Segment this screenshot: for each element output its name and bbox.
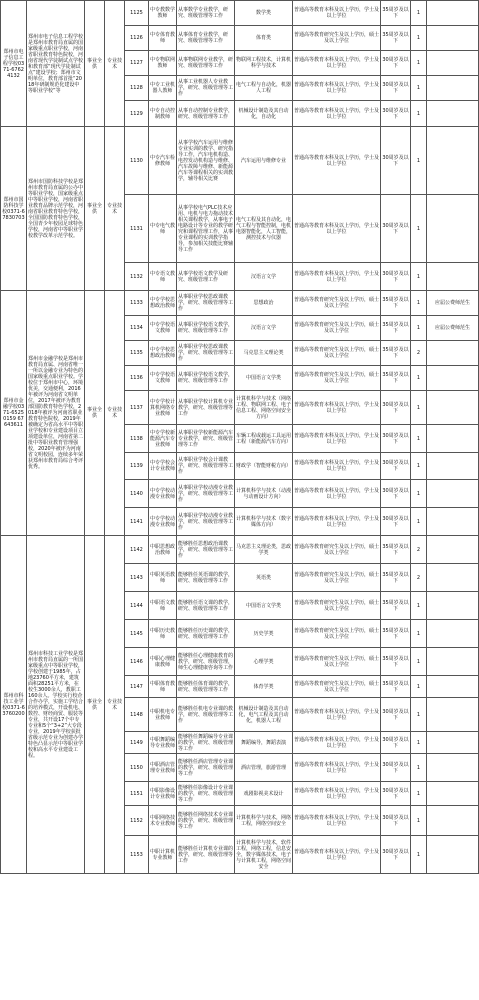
major-requirement-cell: 汉语言文学 — [235, 316, 293, 341]
age-requirement-cell: 30周岁及以下 — [381, 263, 411, 291]
post-name-cell: 中专学校语文教师 — [149, 366, 177, 391]
age-requirement-cell: 35周岁及以下 — [381, 536, 411, 564]
school-name-cell: 郑州市科技工业学校0371-63760200 — [1, 536, 27, 874]
post-duty-cell: 从事体育专业教学，研究、班级管理等工作 — [177, 26, 235, 51]
recruit-number-cell: 1 — [411, 453, 427, 480]
school-name-cell: 郑州市国防科技学校0371-67830703 — [1, 127, 27, 291]
recruit-number-cell: 1 — [411, 51, 427, 76]
education-requirement-cell: 普通高等教育研究生及以上学历，硕士及以上学位 — [293, 26, 381, 51]
major-requirement-cell: 戏剧影视美术设计 — [235, 782, 293, 806]
remark-cell — [427, 76, 479, 101]
post-name-cell: 中专教数学教师 — [149, 1, 177, 26]
remark-cell: 应届公费师范生 — [427, 291, 479, 316]
recruit-number-cell: 1 — [411, 316, 427, 341]
remark-cell — [427, 564, 479, 592]
post-code-cell: 1140 — [125, 480, 149, 508]
table-row — [1, 536, 479, 564]
post-name-cell: 中职酒店管理专业教师 — [149, 754, 177, 782]
education-requirement-cell: 普通高等教育本科及以上学历，学士及以上学位 — [293, 391, 381, 425]
post-name-cell: 中专学校思想政治教师 — [149, 341, 177, 366]
major-requirement-cell: 汽车运用与维修专业 — [235, 127, 293, 195]
remark-cell — [427, 480, 479, 508]
post-code-cell: 1144 — [125, 592, 149, 620]
education-requirement-cell: 普通高等教育研究生及以上学历，硕士及以上学位 — [293, 366, 381, 391]
education-requirement-cell: 普通高等教育研究生及以上学历，硕士及以上学位 — [293, 592, 381, 620]
recruit-number-cell: 2 — [411, 341, 427, 366]
post-code-cell: 1143 — [125, 564, 149, 592]
education-requirement-cell: 普通高等教育研究生及以上学历，硕士及以上学位 — [293, 564, 381, 592]
major-requirement-cell: 中国语言文学类 — [235, 592, 293, 620]
major-requirement-cell: 车辆工程或载运工具运用工程（新能源汽车方向） — [235, 425, 293, 453]
remark-cell — [427, 1, 479, 26]
age-requirement-cell: 30周岁及以下 — [381, 391, 411, 425]
remark-cell — [427, 453, 479, 480]
major-requirement-cell: 计算机科学与技术（网络工程、物联网工程、电子信息工程、网络空间安全方向） — [235, 391, 293, 425]
post-name-cell: 中职历史教师 — [149, 620, 177, 648]
age-requirement-cell: 35周岁及以下 — [381, 366, 411, 391]
education-requirement-cell: 普通高等教育本科及以上学历，学士及以上学位 — [293, 127, 381, 195]
age-requirement-cell: 35周岁及以下 — [381, 676, 411, 698]
age-requirement-cell: 35周岁及以下 — [381, 1, 411, 26]
education-requirement-cell: 普通高等教育本科及以上学历，学士及以上学位 — [293, 453, 381, 480]
table-row — [1, 127, 479, 195]
post-code-cell: 1132 — [125, 263, 149, 291]
recruit-number-cell: 1 — [411, 508, 427, 536]
major-requirement-cell: 电气工程与自动化，机器人工程 — [235, 76, 293, 101]
post-duty-cell: 能够胜任酒店管理专业课的教学，研究、班级管理等工作 — [177, 754, 235, 782]
post-code-cell: 1147 — [125, 676, 149, 698]
post-name-cell: 中职体育教师 — [149, 676, 177, 698]
major-requirement-cell: 体育类 — [235, 26, 293, 51]
post-duty-cell: 能够胜任英语课的教学，研究、班级管理等工作 — [177, 564, 235, 592]
post-name-cell: 中专语文教师 — [149, 263, 177, 291]
recruit-number-cell: 1 — [411, 366, 427, 391]
post-duty-cell: 从事职业学校思政课教学，研究、班级管理等工作 — [177, 291, 235, 316]
recruit-number-cell: 1 — [411, 291, 427, 316]
post-name-cell: 中职计算机专业教师 — [149, 836, 177, 874]
post-code-cell: 1139 — [125, 453, 149, 480]
post-name-cell: 中专体育教师 — [149, 26, 177, 51]
table-body — [1, 1, 479, 874]
age-requirement-cell: 35周岁及以下 — [381, 291, 411, 316]
recruit-number-cell: 1 — [411, 676, 427, 698]
post-name-cell: 中专学校动漫专业教师 — [149, 480, 177, 508]
education-requirement-cell: 普通高等教育本科及以上学历，学士及以上学位 — [293, 76, 381, 101]
post-code-cell: 1128 — [125, 76, 149, 101]
post-code-cell: 1145 — [125, 620, 149, 648]
education-requirement-cell: 普通高等教育研究生及以上学历，硕士及以上学位 — [293, 620, 381, 648]
recruit-number-cell: 1 — [411, 76, 427, 101]
recruit-number-cell: 1 — [411, 425, 427, 453]
remark-cell — [427, 51, 479, 76]
major-requirement-cell: 数学类 — [235, 1, 293, 26]
post-name-cell: 中专汽车检修教师 — [149, 127, 177, 195]
remark-cell — [427, 836, 479, 874]
remark-cell — [427, 754, 479, 782]
post-duty-cell: 从事职业学校会计课教学，研究、班级管理等工作 — [177, 453, 235, 480]
recruit-number-cell: 1 — [411, 698, 427, 732]
major-requirement-cell: 计算机科学与技术（动漫与动画设计方向） — [235, 480, 293, 508]
age-requirement-cell: 30周岁及以下 — [381, 453, 411, 480]
major-requirement-cell: 心理学类 — [235, 648, 293, 676]
age-requirement-cell: 30周岁及以下 — [381, 806, 411, 836]
age-requirement-cell: 30周岁及以下 — [381, 101, 411, 127]
post-duty-cell: 从事职业学校新能源汽车专业教学，研究、班级管理等工作 — [177, 425, 235, 453]
post-code-cell: 1130 — [125, 127, 149, 195]
post-duty-cell: 从事工业机器人专业教学，研究、班级管理等工作 — [177, 76, 235, 101]
post-name-cell: 中专工业机器人教师 — [149, 76, 177, 101]
post-code-cell: 1150 — [125, 754, 149, 782]
major-requirement-cell: 酒店管理，旅游管理 — [235, 754, 293, 782]
remark-cell — [427, 26, 479, 51]
post-duty-cell: 能够胜任影像设计专业课的教学，研究、班级管理等工作 — [177, 782, 235, 806]
post-duty-cell: 从事职业学校语文教学，研究、班级管理等工作 — [177, 316, 235, 341]
post-code-cell: 1125 — [125, 1, 149, 26]
age-requirement-cell: 30周岁及以下 — [381, 782, 411, 806]
post-name-cell: 中职影像设计专业教师 — [149, 782, 177, 806]
education-requirement-cell: 普通高等教育本科及以上学历，学士及以上学位 — [293, 1, 381, 26]
recruit-number-cell: 1 — [411, 836, 427, 874]
post-code-cell: 1149 — [125, 732, 149, 754]
recruit-number-cell: 2 — [411, 564, 427, 592]
post-code-cell: 1142 — [125, 536, 149, 564]
post-category-cell: 专业技术 — [105, 1, 125, 127]
major-requirement-cell: 中国语言文学类 — [235, 366, 293, 391]
post-code-cell: 1134 — [125, 316, 149, 341]
remark-cell — [427, 391, 479, 425]
age-requirement-cell: 30周岁及以下 — [381, 698, 411, 732]
recruit-number-cell: 1 — [411, 101, 427, 127]
major-requirement-cell: 电气工程及其自动化，电气工程与智能控制，电机电器智能化，人工智能，测控技术与仪器 — [235, 195, 293, 263]
education-requirement-cell: 普通高等教育研究生及以上学历，硕士及以上学位 — [293, 536, 381, 564]
post-name-cell: 中职思想政治教师 — [149, 536, 177, 564]
age-requirement-cell: 35周岁及以下 — [381, 620, 411, 648]
age-requirement-cell: 30周岁及以下 — [381, 195, 411, 263]
major-requirement-cell: 体育学类 — [235, 676, 293, 698]
post-name-cell: 中专电气教师 — [149, 195, 177, 263]
recruit-number-cell: 2 — [411, 536, 427, 564]
recruit-number-cell: 1 — [411, 648, 427, 676]
post-code-cell: 1133 — [125, 291, 149, 316]
education-requirement-cell: 普通高等教育研究生及以上学历，硕士及以上学位 — [293, 341, 381, 366]
major-requirement-cell: 思想政治 — [235, 291, 293, 316]
post-name-cell: 中专学校计算机网络专业教师 — [149, 391, 177, 425]
post-code-cell: 1146 — [125, 648, 149, 676]
recruit-number-cell: 1 — [411, 620, 427, 648]
age-requirement-cell: 30周岁及以下 — [381, 508, 411, 536]
remark-cell — [427, 732, 479, 754]
post-duty-cell: 能够胜任网络技术专业课的教学，研究、班级管理等工作 — [177, 806, 235, 836]
education-requirement-cell: 普通高等教育本科及以上学历，学士及以上学位 — [293, 425, 381, 453]
education-requirement-cell: 普通高等教育本科及以上学历，学士及以上学位 — [293, 806, 381, 836]
education-requirement-cell: 普通高等教育本科及以上学历，学士及以上学位 — [293, 51, 381, 76]
recruit-number-cell: 1 — [411, 391, 427, 425]
post-duty-cell: 能够胜任计算机专业课的教学，研究、班级管理等工作 — [177, 836, 235, 874]
post-name-cell: 中专自动控制教师 — [149, 101, 177, 127]
post-name-cell: 中职心理健康教师 — [149, 648, 177, 676]
recruit-number-cell: 1 — [411, 732, 427, 754]
post-code-cell: 1136 — [125, 366, 149, 391]
post-category-cell: 专业技术 — [105, 127, 125, 291]
education-requirement-cell: 普通高等教育研究生及以上学历，硕士及以上学位 — [293, 316, 381, 341]
age-requirement-cell: 30周岁及以下 — [381, 754, 411, 782]
age-requirement-cell: 35周岁及以下 — [381, 564, 411, 592]
age-requirement-cell: 35周岁及以下 — [381, 341, 411, 366]
post-duty-cell: 从事学校电气PLC技术应用、电机与电力拖动技术相关课程教学，从事电子电路设计等专业的教学研究和课程管理工作，从事专业课程的实训教学指导，参加相关技能比赛辅导工作 — [177, 195, 235, 263]
post-code-cell: 1153 — [125, 836, 149, 874]
age-requirement-cell: 30周岁及以下 — [381, 480, 411, 508]
major-requirement-cell: 计算机科学与技术，软件工程，网络工程，信息安全，数字媒体技术，电子与计算机工程，网络空间安全 — [235, 836, 293, 874]
post-duty-cell: 从事自动控制专业教学，研究、班级管理等工作 — [177, 101, 235, 127]
recruit-number-cell: 1 — [411, 127, 427, 195]
post-code-cell: 1151 — [125, 782, 149, 806]
post-duty-cell: 能够胜任语文课的教学，研究、班级管理等工作 — [177, 592, 235, 620]
post-duty-cell: 从事学校汽车运用与维修专业实训的教学、研究指导工作，汽车电机构造、电控发动机构造与维修、汽车故障与维修、新能源汽车等课程相关的实训教学，辅导相关比赛 — [177, 127, 235, 195]
post-duty-cell: 从事学校语文教学及研究、班级管理工作 — [177, 263, 235, 291]
recruit-number-cell: 1 — [411, 480, 427, 508]
post-code-cell: 1126 — [125, 26, 149, 51]
remark-cell — [427, 508, 479, 536]
school-name-cell: 郑州市电子信息工程学校0371-67624132 — [1, 1, 27, 127]
unit-nature-cell: 事业全供 — [85, 127, 105, 291]
unit-nature-cell: 事业全供 — [85, 291, 105, 536]
age-requirement-cell: 30周岁及以下 — [381, 732, 411, 754]
education-requirement-cell: 普通高等教育本科及以上学历，学士及以上学位 — [293, 754, 381, 782]
post-code-cell: 1127 — [125, 51, 149, 76]
age-requirement-cell: 30周岁及以下 — [381, 127, 411, 195]
remark-cell — [427, 620, 479, 648]
major-requirement-cell: 马克思主义理论类 — [235, 341, 293, 366]
education-requirement-cell: 普通高等教育本科及以上学历，学士及以上学位 — [293, 263, 381, 291]
recruit-number-cell: 1 — [411, 195, 427, 263]
table-row — [1, 291, 479, 316]
recruit-number-cell: 1 — [411, 26, 427, 51]
post-name-cell: 中职机电专业教师 — [149, 698, 177, 732]
school-intro-cell: 郑州市国防科技学校是郑州市教育局直属的公办中等职业学校，国家级重点中等职业学校，河南省职业教育品牌示范学校，河南省职业教育特色学校，全国国防教育特色学校，全国青少年校园足球特色学校，河南省中等职业学校教学改革示范学校。 — [27, 127, 85, 291]
education-requirement-cell: 普通高等教育本科及以上学历，学士及以上学位 — [293, 732, 381, 754]
recruit-number-cell: 1 — [411, 263, 427, 291]
remark-cell — [427, 806, 479, 836]
post-duty-cell: 能够胜任思想政治课教学，研究、班级管理等工作 — [177, 536, 235, 564]
remark-cell — [427, 782, 479, 806]
remark-cell — [427, 536, 479, 564]
remark-cell — [427, 341, 479, 366]
remark-cell — [427, 195, 479, 263]
post-duty-cell: 从事职业学校动漫专业教学，研究、班级管理等工作 — [177, 480, 235, 508]
unit-nature-cell: 事业全供 — [85, 1, 105, 127]
age-requirement-cell: 30周岁及以下 — [381, 51, 411, 76]
post-duty-cell: 从事职业学校计算机专业教学，研究、班级管理等工作 — [177, 391, 235, 425]
major-requirement-cell: 汉语言文学 — [235, 263, 293, 291]
education-requirement-cell: 普通高等教育本科及以上学历，学士及以上学位 — [293, 480, 381, 508]
school-intro-cell: 郑州市科技工业学校是郑州市教育局直属的一所国家级重点中等职业学校，学校创建于1985年，占地23760平方米，建筑面积28251平方米，在校生3000余人，教职工160余人。学校实行校企合作办学，实施工学结合的培养模式，开设机电、数控、财经商贸、服装等专业，共开设17个中专专业和5个“3+2”大专段专业，2019年学校获批省级示范专业为创建办学特色凸显示范中等职业学校和高水平专业建设工程。 — [27, 536, 85, 874]
education-requirement-cell: 普通高等教育本科及以上学历，学士及以上学位 — [293, 836, 381, 874]
major-requirement-cell: 财政学（智能财税方向） — [235, 453, 293, 480]
post-code-cell: 1152 — [125, 806, 149, 836]
remark-cell — [427, 127, 479, 195]
post-code-cell: 1148 — [125, 698, 149, 732]
post-name-cell: 中职舞蹈编导专业教师 — [149, 732, 177, 754]
table-row — [1, 1, 479, 26]
post-name-cell: 中专学校新能源汽车专业教师 — [149, 425, 177, 453]
post-name-cell: 中职网络技术专业教师 — [149, 806, 177, 836]
post-duty-cell: 能够胜任舞蹈编导专业课的教学，研究、班级管理等工作 — [178, 733, 234, 752]
post-code-cell: 1141 — [125, 508, 149, 536]
remark-cell — [427, 101, 479, 127]
remark-cell — [427, 263, 479, 291]
age-requirement-cell: 35周岁及以下 — [381, 592, 411, 620]
post-name-cell: 中专学校语文教师 — [149, 316, 177, 341]
recruit-number-cell: 1 — [411, 1, 427, 26]
major-requirement-cell: 机械设计制造及其自动化，自动化 — [235, 101, 293, 127]
post-code-cell: 1129 — [125, 101, 149, 127]
education-requirement-cell: 普通高等教育研究生及以上学历，硕士及以上学位 — [293, 291, 381, 316]
post-duty-cell: 从事物联网专业教学，研究、班级管理等工作 — [177, 51, 235, 76]
remark-cell: 应届公费师范生 — [427, 316, 479, 341]
education-requirement-cell: 普通高等教育研究生及以上学历，硕士及以上学位 — [293, 648, 381, 676]
post-code-cell: 1137 — [125, 391, 149, 425]
major-requirement-cell: 舞蹈编导，舞蹈表演 — [235, 732, 293, 754]
education-requirement-cell: 普通高等教育研究生及以上学历，硕士及以上学位 — [293, 676, 381, 698]
major-requirement-cell: 英语类 — [235, 564, 293, 592]
remark-cell — [427, 592, 479, 620]
major-requirement-cell: 计算机科学与技术（数字媒体方向） — [235, 508, 293, 536]
recruit-number-cell: 1 — [411, 592, 427, 620]
age-requirement-cell: 35周岁及以下 — [381, 316, 411, 341]
major-requirement-cell: 历史学类 — [235, 620, 293, 648]
post-name-cell: 中职英语教师 — [149, 564, 177, 592]
post-name-cell: 中专学校动漫专业教师 — [149, 508, 177, 536]
school-intro-cell: 郑州市金融学校是郑州市教育局直属、河南省唯一一所以金融专业为特色的国家级重点职业学校。学校位于郑州市中心，环境优美，交通便利，2016年被评为河南省文明单位，2017年被评为教育部国防教育特色学校，2018年被评为河南省职业教育特色院校，2019年被确定为省高水平中等职业学校和专业建设项目立项建设单位，河南省第二批中等职业教育管理强校，2020年被评为河南省文明校园，连续多年荣获郑州市教育局综合考评优秀。 — [27, 291, 85, 536]
remark-cell — [427, 366, 479, 391]
post-duty-cell: 能够胜任机电专业课的教学，研究、班级管理等工作 — [177, 698, 235, 732]
post-code-cell: 1138 — [125, 425, 149, 453]
post-category-cell: 专业技术 — [105, 291, 125, 536]
post-duty-cell: 能够胜任体育课的教学，研究、班级管理等工作 — [177, 676, 235, 698]
post-name-cell: 中职语文教师 — [149, 592, 177, 620]
post-duty-cell: 能够胜任心理健康教育的教学，研究、班级管理，师生心理健康咨询等工作 — [177, 648, 235, 676]
post-duty-cell: 能够胜任历史课的教学，研究、班级管理等工作 — [177, 620, 235, 648]
major-requirement-cell: 物联网工程技术，计算机科学与技术 — [235, 51, 293, 76]
recruit-number-cell: 1 — [411, 806, 427, 836]
post-name-cell: 中专学校思想政治教师 — [149, 291, 177, 316]
recruit-number-cell: 1 — [411, 782, 427, 806]
school-name-cell: 郑州市金融学校0371-65250159 67643611 — [1, 291, 27, 536]
age-requirement-cell: 35周岁及以下 — [381, 26, 411, 51]
major-requirement-cell: 马克思主义理论类，思政学类 — [235, 536, 293, 564]
post-duty-cell: 从事数学专业教学，研究、班级管理等工作 — [177, 1, 235, 26]
education-requirement-cell: 普通高等教育本科及以上学历，学士及以上学位 — [293, 698, 381, 732]
post-duty-cell: 从事职业学校动漫专业教学，研究、班级管理等工作 — [177, 508, 235, 536]
age-requirement-cell: 30周岁及以下 — [381, 76, 411, 101]
post-duty-cell: 从事职业学校思政课教学，研究、班级管理等工作 — [177, 341, 235, 366]
age-requirement-cell: 30周岁及以下 — [381, 425, 411, 453]
post-name-cell: 中专物联网教师 — [149, 51, 177, 76]
education-requirement-cell: 普通高等教育本科及以上学历，学士及以上学位 — [293, 508, 381, 536]
major-requirement-cell: 机械设计制造及其自动化，电气工程及其自动化，机器人工程 — [235, 698, 293, 732]
age-requirement-cell: 30周岁及以下 — [381, 836, 411, 874]
remark-cell — [427, 648, 479, 676]
education-requirement-cell: 普通高等教育本科及以上学历，学士及以上学位 — [293, 782, 381, 806]
unit-nature-cell: 事业全供 — [85, 536, 105, 874]
education-requirement-cell: 普通高等教育本科及以上学历，学士及以上学位 — [293, 195, 381, 263]
post-code-cell: 1131 — [125, 195, 149, 263]
remark-cell — [427, 676, 479, 698]
school-intro-cell: 郑州市电子信息工程学校是郑州市教育局直属的国家级重点职业学校，河南省职业教育特色院校，河南省现代学徒制试点学校和教育部“现代学徒制试点”建设学校；郑州市文明单位，教育部首批“2018年研制规范化建设中等职业学校”等 — [27, 1, 85, 127]
post-code-cell: 1135 — [125, 341, 149, 366]
post-category-cell: 专业技术 — [105, 536, 125, 874]
recruit-number-cell: 1 — [411, 754, 427, 782]
post-name-cell: 中专学校会计专业教师 — [149, 453, 177, 480]
age-requirement-cell: 35周岁及以下 — [381, 648, 411, 676]
post-duty-cell: 从事职业学校语文教学，研究、班级管理等工作 — [177, 366, 235, 391]
education-requirement-cell: 普通高等教育本科及以上学历，学士及以上学位 — [293, 101, 381, 127]
remark-cell — [427, 698, 479, 732]
remark-cell — [427, 425, 479, 453]
major-requirement-cell: 计算机科学与技术，网络工程，网络空间安全 — [235, 806, 293, 836]
